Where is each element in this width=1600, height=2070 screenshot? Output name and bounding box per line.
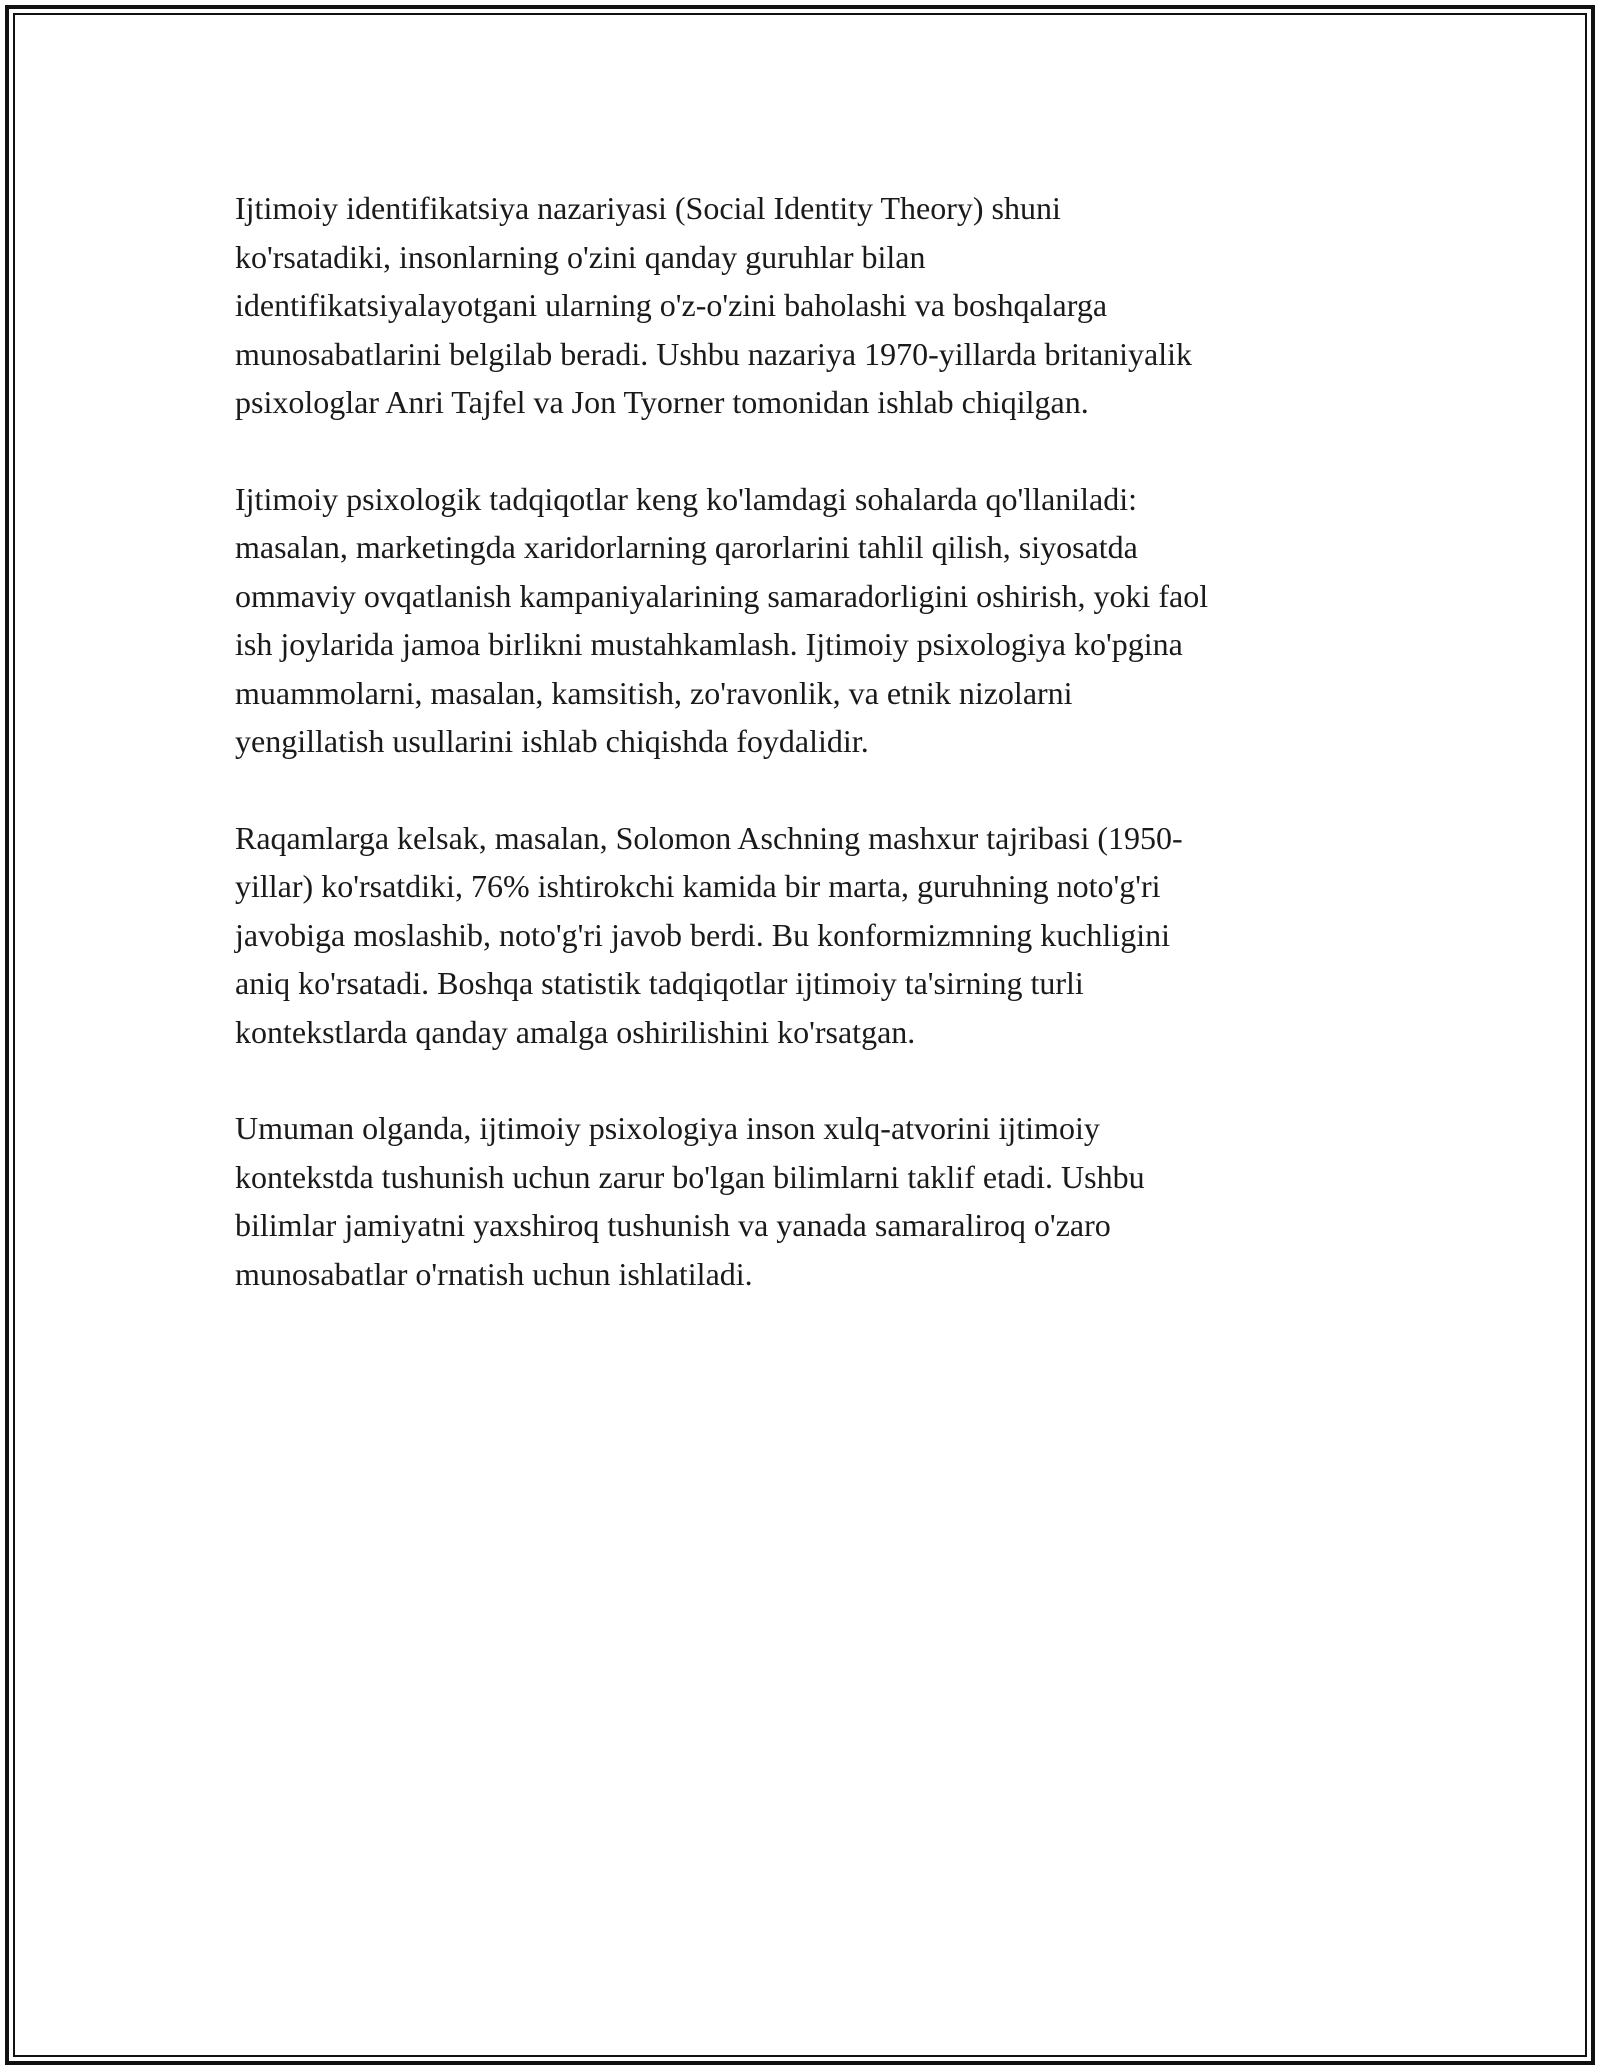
paragraph-applications: Ijtimoiy psixologik tadqiqotlar keng ko'lamdagi sohalarda qo'llaniladi: masalan, marketingda xaridorlarning qarorlarini tahlil qilish, siyosatda ommaviy ovqatlanish kampaniyalarining samaradorligini oshirish, yoki faol ish joylarida jamoa birlikni mustahkamlash. Ijtimoiy psixologiya ko'pgina muammolarni, masalan, kamsitish, zo'ravonlik, va etnik nizolarni yengillatish usullarini ishlab chiqishda foydalidir. <box>235 480 1209 759</box>
paragraph-asch-experiment: Raqamlarga kelsak, masalan, Solomon Aschning mashxur tajribasi (1950- yillar) ko'rsatdiki, 76% ishtirokchi kamida bir marta, guruhning noto'g'ri javobiga moslashib, noto'g'ri javob berdi. Bu konformizmning kuchligini aniq ko'rsatadi. Boshqa statistik tadqiqotlar ijtimoiy ta'sirning turli kontekstlarda qanday amalga oshirilishini ko'rsatgan. <box>235 819 1183 1050</box>
paragraph-conclusion: Umuman olganda, ijtimoiy psixologiya inson xulq-atvorini ijtimoiy kontekstda tushunish uchun zarur bo'lgan bilimlarni taklif etadi. Ushbu bilimlar jamiyatni yaxshiroq tushunish va yanada samaraliroq o'zaro munosabatlar o'rnatish uchun ishlatiladi. <box>235 1110 1145 1292</box>
document-body <box>235 184 1360 1346</box>
paragraph-social-identity-theory: Ijtimoiy identifikatsiya nazariyasi (Social Identity Theory) shuni ko'rsatadiki, insonlarning o'zini qanday guruhlar bilan identifikatsiyalayotgani ularning o'z-o'zini baholashi va boshqalarga munosabatlarini belgilab beradi. Ushbu nazariya 1970-yillarda britaniyalik psixologlar Anri Tajfel va Jon Tyorner tomonidan ishlab chiqilgan. <box>235 190 1193 420</box>
